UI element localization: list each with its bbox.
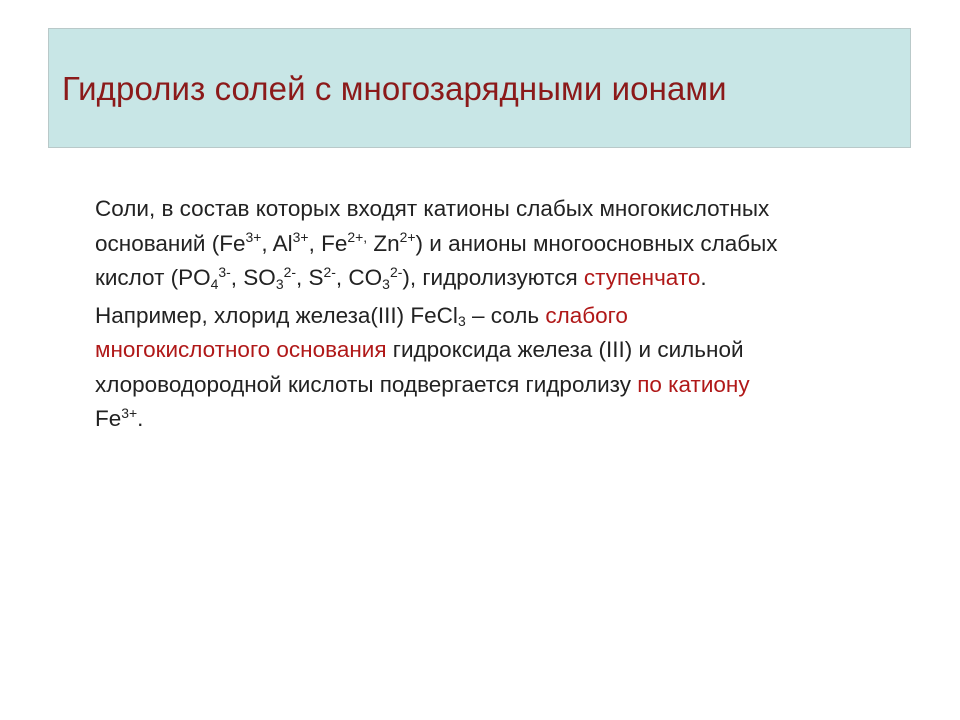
highlight-term: ступенчато [583, 265, 701, 290]
text-run: Например, хлорид железа(III) FeCl [95, 302, 458, 328]
paragraph-1-line-3 [95, 261, 915, 296]
paragraph-2-line-1 [95, 299, 915, 334]
ion-charge: 2- [323, 263, 336, 280]
ion-charge: 3+ [292, 229, 309, 246]
ion-charge: 3- [218, 263, 231, 280]
paragraph-1 [95, 192, 915, 296]
text-run: Zn [367, 230, 400, 256]
text-run: . [137, 406, 144, 431]
text-run: , S [295, 265, 324, 290]
text-run: , Fe [308, 230, 348, 256]
paragraph-2 [95, 299, 915, 437]
text-run: гидроксида железа (III) и сильной [386, 337, 744, 362]
atom-count: 3 [457, 313, 466, 330]
text-run: ) и анионы многоосновных слабых [415, 230, 778, 256]
atom-count: 3 [275, 275, 284, 292]
text-run: – соль [465, 302, 546, 328]
paragraph-2-line-4 [95, 402, 915, 437]
ion-charge: 3+ [245, 229, 262, 246]
text-run: Fe [95, 406, 122, 431]
highlight-term: по катиону [637, 371, 750, 397]
text-run: хлороводородной кислоты подвергается гидролизу [95, 371, 638, 397]
ion-charge: 3+ [121, 404, 138, 421]
atom-count: 4 [210, 275, 219, 292]
slide-body [95, 192, 915, 437]
text-run: , Al [261, 230, 293, 256]
ion-charge: 2+, [347, 229, 368, 246]
paragraph-2-line-2 [95, 333, 915, 368]
text-run: . [700, 265, 707, 290]
text-run: кислот (PO [95, 265, 211, 290]
ion-charge: 2- [389, 263, 403, 280]
text-run: оснований (Fe [95, 230, 246, 256]
text-run: , SO [230, 265, 276, 290]
text-run: ), гидролизуются [402, 265, 584, 290]
ion-charge: 2- [283, 263, 296, 280]
slide-title: Гидролиз солей с многозарядными ионами [62, 70, 727, 107]
highlight-term: многокислотного основания [95, 337, 387, 362]
atom-count: 3 [382, 275, 390, 292]
ion-charge: 2+ [399, 229, 416, 246]
text-run: , CO [335, 265, 383, 290]
paragraph-1-line-1 [95, 192, 915, 227]
paragraph-1-line-2 [95, 227, 915, 262]
highlight-term: слабого [545, 302, 628, 328]
paragraph-2-line-3 [95, 368, 915, 403]
text-run: Соли, в состав которых входят катионы слабых многокислотных [95, 196, 770, 221]
